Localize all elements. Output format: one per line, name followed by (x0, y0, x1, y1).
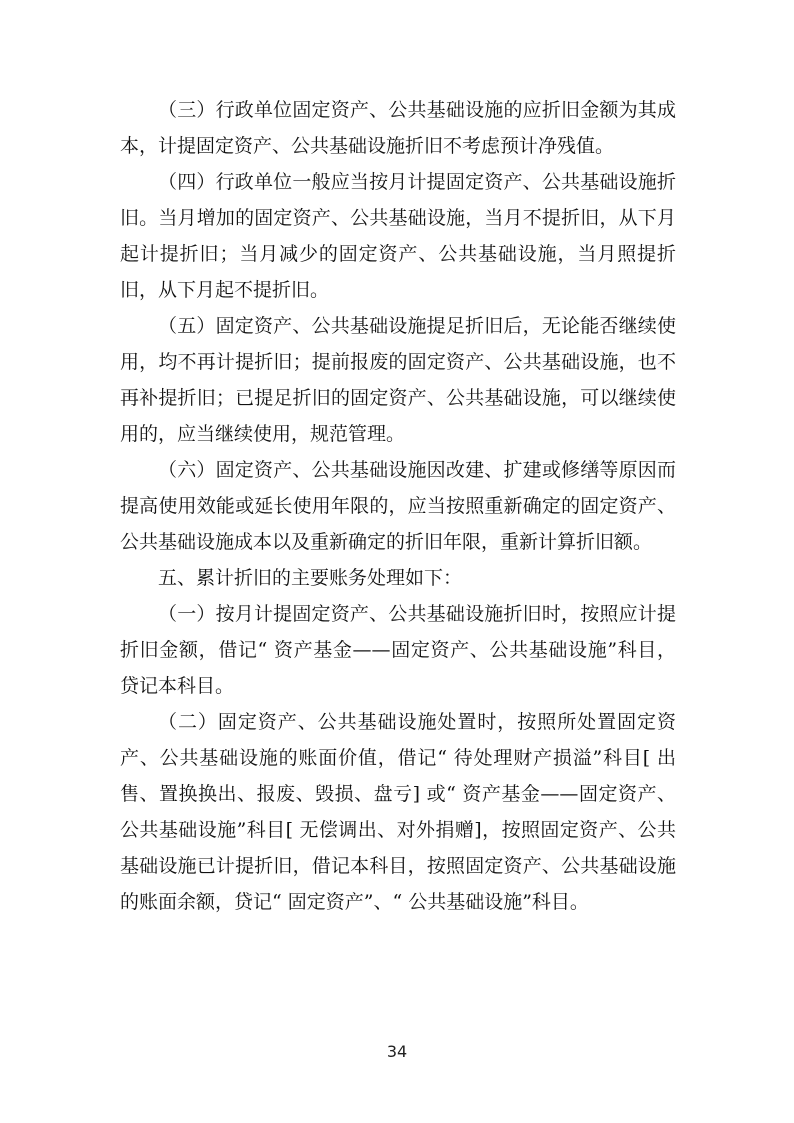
paragraph-depreciable-amount: （三）行政单位固定资产、公共基础设施的应折旧金额为其成本，计提固定资产、公共基础设施折旧不考虑预计净残值。 (120, 99, 676, 157)
paragraph-monthly-entry: （一）按月计提固定资产、公共基础设施折旧时，按照应计提折旧金额，借记“ 资产基金——固定资产、公共基础设施”科目，贷记本科目。 (120, 603, 676, 697)
paragraph-reconstruction: （六）固定资产、公共基础设施因改建、扩建或修缮等原因而提高使用效能或延长使用年限的，应当按照重新确定的固定资产、公共基础设施成本以及重新确定的折旧年限，重新计算折旧额。 (120, 459, 676, 553)
section-heading-accounting: 五、累计折旧的主要账务处理如下： (158, 567, 463, 589)
paragraph-disposal-entry: （二）固定资产、公共基础设施处置时，按照所处置固定资产、公共基础设施的账面价值，借记“ 待处理财产损溢”科目[ 出售、置换换出、报废、毁损、盘亏] 或“ 资产基金——固定资产、公共基础设施”科目[ 无偿调出、对外捐赠]，按照固定资产、公共基础设施已计提折旧，借记本科目，按照固定资产、公共基础设施的账面余额，贷记“ 固定资产”、“ 公共基础设施”科目。 (120, 711, 676, 913)
document-body (120, 92, 676, 920)
page-number: 34 (386, 1042, 408, 1061)
paragraph-fully-depreciated: （五）固定资产、公共基础设施提足折旧后，无论能否继续使用，均不再计提折旧；提前报废的固定资产、公共基础设施，也不再补提折旧；已提足折旧的固定资产、公共基础设施，可以继续使用的，应当继续使用，规范管理。 (120, 315, 676, 445)
paragraph-monthly-depreciation: （四）行政单位一般应当按月计提固定资产、公共基础设施折旧。当月增加的固定资产、公共基础设施，当月不提折旧，从下月起计提折旧；当月减少的固定资产、公共基础设施，当月照提折旧，从下月起不提折旧。 (120, 171, 676, 301)
